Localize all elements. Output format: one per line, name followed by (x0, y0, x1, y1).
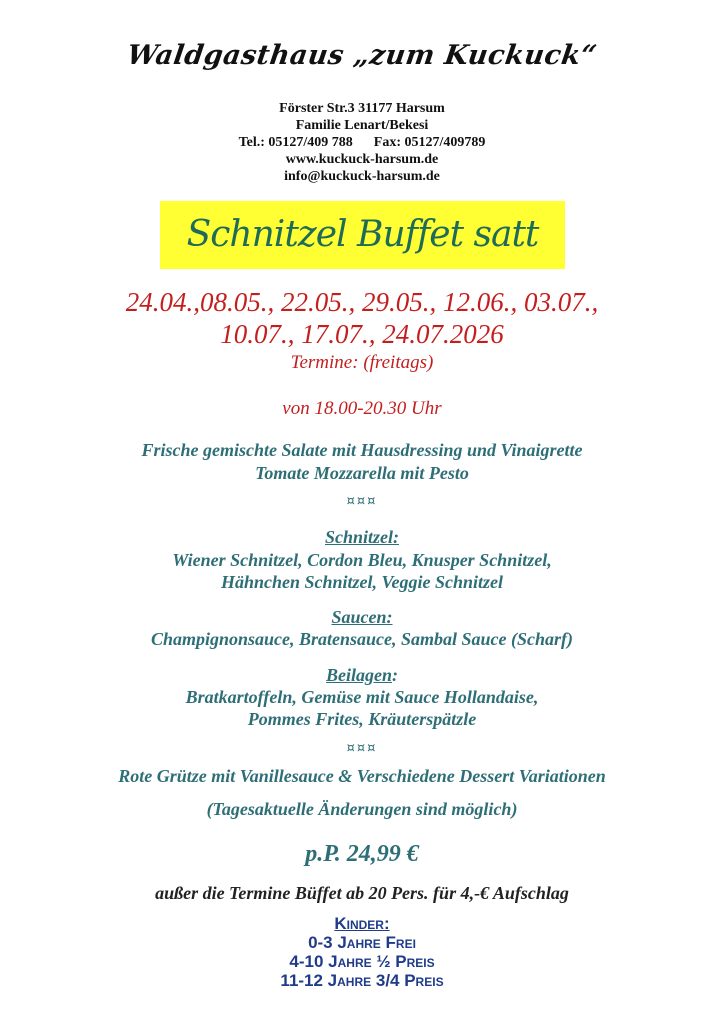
changes-note: (Tagesaktuelle Änderungen sind möglich) (206, 799, 518, 819)
beilagen-heading: Beilagen: (326, 665, 398, 685)
kids-line-1: 0-3 Jahre Frei (308, 933, 416, 952)
termine-line: Termine: (freitags) (290, 352, 434, 373)
saucen-line-1: Champignonsauce, Bratensauce, Sambal Sauce (Scharf) (150, 629, 574, 649)
schnitzel-line-2: Hähnchen Schnitzel, Veggie Schnitzel (220, 572, 504, 592)
time-line: von 18.00-20.30 Uhr (282, 398, 442, 419)
address-line: Förster Str.3 31177 Harsum (279, 101, 445, 116)
beilagen-line-2: Pommes Frites, Kräuterspätzle (247, 709, 477, 729)
surcharge-note: außer die Termine Büffet ab 20 Pers. für 4,-€ Aufschlag (155, 883, 569, 903)
saucen-heading: Saucen: (331, 607, 393, 627)
schnitzel-line-1: Wiener Schnitzel, Cordon Bleu, Knusper Schnitzel, (172, 550, 552, 570)
dates-line-2: 10.07., 17.07., 24.07.2026 (220, 319, 504, 349)
dessert-line: Rote Grütze mit Vanillesauce & Verschiedene Dessert Variationen (118, 766, 606, 786)
beilagen-line-1: Bratkartoffeln, Gemüse mit Sauce Hollandaise, (185, 687, 539, 707)
email-line: info@kuckuck-harsum.de (284, 169, 440, 184)
kids-heading: Kinder: (334, 914, 390, 933)
banner-title: Schnitzel Buffet satt (186, 214, 539, 255)
price: p.P. 24,99 € (305, 841, 419, 867)
ornament-divider-2: ¤¤¤ (346, 741, 378, 756)
salads-line-2: Tomate Mozzarella mit Pesto (255, 463, 469, 483)
website-line: www.kuckuck-harsum.de (285, 152, 439, 167)
dates-line-1: 24.04.,08.05., 22.05., 29.05., 12.06., 03.07., (125, 287, 599, 317)
schnitzel-heading: Schnitzel: (324, 527, 399, 547)
phone-fax-line: Tel.: 05127/409 788 Fax: 05127/409789 (238, 135, 486, 150)
kids-line-3: 11-12 Jahre 3/4 Preis (280, 971, 444, 990)
family-line: Familie Lenart/Bekesi (295, 118, 429, 133)
kids-line-2: 4-10 Jahre ½ Preis (289, 952, 435, 971)
salads-line-1: Frische gemischte Salate mit Hausdressing und Vinaigrette (141, 440, 583, 460)
ornament-divider: ¤¤¤ (346, 494, 378, 509)
title-banner (160, 201, 565, 269)
restaurant-name: Waldgasthaus „zum Kuckuck“ (125, 40, 599, 71)
